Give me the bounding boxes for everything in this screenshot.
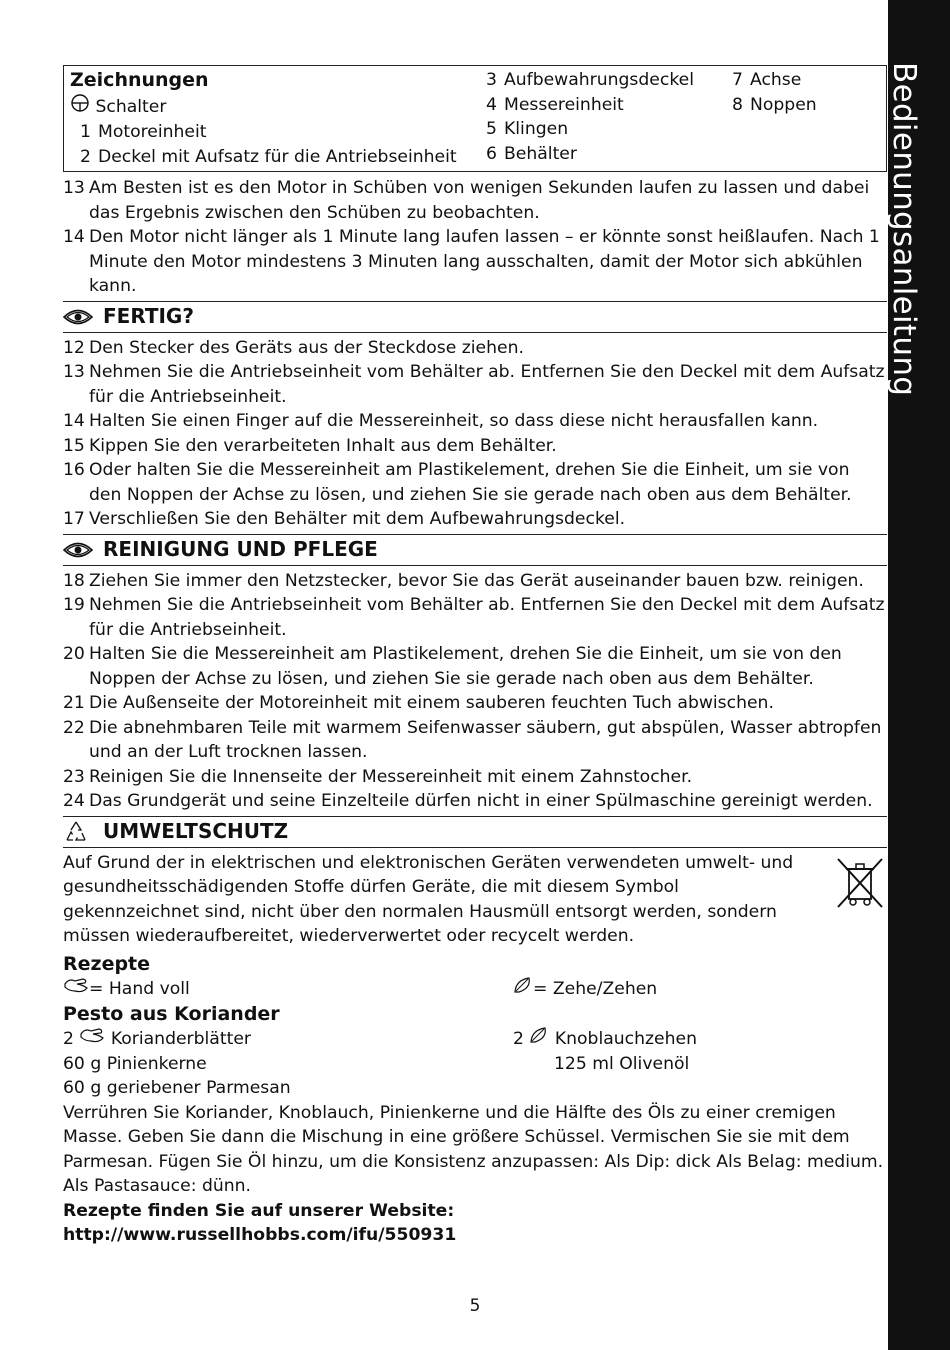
legend-col-3 xyxy=(732,68,817,117)
legend-item: 8 Noppen xyxy=(732,94,817,115)
ingredients-right xyxy=(513,1026,887,1101)
list-item: 20 Halten Sie die Messereinheit am Plastikelement, drehen Sie die Einheit, um sie von den Noppen der Achse zu lösen, und ziehen Sie sie gerade nach oben aus dem Behälter. xyxy=(63,644,842,689)
eye-icon xyxy=(63,308,103,326)
switch-icon xyxy=(70,93,90,121)
legend-col-2 xyxy=(486,68,694,166)
list-item: 19 Nehmen Sie die Antriebseinheit vom Behälter ab. Entfernen Sie den Deckel mit dem Aufsatz für die Antriebseinheit. xyxy=(63,595,885,640)
environment-text: Auf Grund der in elektrischen und elektronischen Geräten verwendeten umwelt- und gesundheitsschädigenden Stoffe dürfen Geräte, die mit diesem Symbol gekennzeichnet sind, nicht über den normalen Hausmüll entsorgt werden, sondern müssen wiederaufbereitet, wiederverwertet oder recycelt werden. xyxy=(63,852,794,946)
legend-item: 2 Deckel mit Aufsatz für die Antriebseinheit xyxy=(80,146,457,167)
recipe-title: Pesto aus Koriander xyxy=(63,1002,280,1025)
sidebar-title: Bedienungsanleitung xyxy=(886,62,922,397)
legend-col-1 xyxy=(70,68,457,169)
website-link[interactable]: http://www.russellhobbs.com/ifu/550931 xyxy=(63,1225,457,1245)
ingredient: 60 g geriebener Parmesan xyxy=(63,1078,291,1098)
list-item: 24 Das Grundgerät und seine Einzelteile dürfen nicht in einer Spülmaschine gereinigt werden. xyxy=(63,791,873,811)
ingredient: 125 ml Olivenöl xyxy=(554,1053,690,1074)
section-header-reinigung xyxy=(63,534,887,566)
recipe-symbol-legend: = Hand voll = Zehe/Zehen xyxy=(63,976,887,1002)
list-item: 12 Den Stecker des Geräts aus der Steckdose ziehen. xyxy=(63,337,524,358)
drawings-legend xyxy=(63,65,887,172)
list-item: 16 Oder halten Sie die Messereinheit am Plastikelement, drehen Sie die Einheit, um sie von den Noppen der Achse zu lösen, und ziehen Sie sie gerade nach oben aus dem Behälter. xyxy=(63,460,852,505)
list-item: 13 Am Besten ist es den Motor in Schüben von wenigen Sekunden laufen zu lassen und dabei das Ergebnis zwischen den Schüben zu beobachten. xyxy=(63,178,870,223)
list-item: 21 Die Außenseite der Motoreinheit mit einem sauberen feuchten Tuch abwischen. xyxy=(63,693,774,713)
legend-item: 3 Aufbewahrungsdeckel xyxy=(486,70,695,90)
handful-icon xyxy=(63,976,89,1002)
legend-title: Zeichnungen xyxy=(70,69,209,91)
handful-icon xyxy=(79,1026,105,1052)
list-item: 22 Die abnehmbaren Teile mit warmem Seifenwasser säubern, gut abspülen, Wasser abtropfen und an der Luft trocknen lassen. xyxy=(63,717,882,762)
list-item: 17 Verschließen Sie den Behälter mit dem Aufbewahrungsdeckel. xyxy=(63,509,626,529)
list-item: 18 Ziehen Sie immer den Netzstecker, bevor Sie das Gerät auseinander bauen bzw. reinigen. xyxy=(63,570,864,591)
recipes-title: Rezepte xyxy=(63,952,151,975)
clove-icon xyxy=(513,976,533,1002)
list-item: 14 Halten Sie einen Finger auf die Messereinheit, so dass diese nicht herausfallen kann. xyxy=(63,411,819,431)
eye-icon xyxy=(63,541,103,559)
recipe-method: Verrühren Sie Koriander, Knoblauch, Pinienkerne und die Hälfte des Öls zu einer cremigen Masse. Geben Sie dann die Mischung in eine größere Schüssel. Vermischen Sie sie mit dem Parmesan. Fügen Sie Öl hinzu, um die Konsistenz anzupassen: Als Dip: dick Als Belag: medium. Als Pastasauce: dünn. xyxy=(63,1102,884,1196)
legend-switch-label: Schalter xyxy=(95,96,167,117)
list-item: 15 Kippen Sie den verarbeiteten Inhalt aus dem Behälter. xyxy=(63,435,557,456)
section-title: UMWELTSCHUTZ xyxy=(103,819,289,844)
ingredients-left xyxy=(63,1026,513,1101)
section-title: REINIGUNG UND PFLEGE xyxy=(103,537,378,562)
ingredients xyxy=(63,1026,887,1101)
legend-item: 4 Messereinheit xyxy=(486,94,624,115)
ingredient: 60 g Pinienkerne xyxy=(63,1053,207,1074)
section-header-umwelt xyxy=(63,816,887,848)
legend-item: 5 Klingen xyxy=(486,119,569,139)
crossed-bin-icon xyxy=(835,855,885,917)
list-item: 14 Den Motor nicht länger als 1 Minute lang laufen lassen – er könnte sonst heißlaufen. Nach 1 Minute den Motor mindestens 3 Minuten lang ausschalten, damit der Motor sich abkühlen kann. xyxy=(63,227,880,296)
page-content xyxy=(63,65,887,1248)
section-title: FERTIG? xyxy=(103,304,194,329)
legend-item: 1 Motoreinheit xyxy=(80,122,207,142)
website-label: Rezepte finden Sie auf unserer Website: xyxy=(63,1200,455,1221)
ingredient: 2 Knoblauchzehen xyxy=(513,1026,887,1052)
legend-switch xyxy=(70,93,457,121)
clove-icon xyxy=(529,1026,549,1052)
list-item: 23 Reinigen Sie die Innenseite der Messereinheit mit einem Zahnstocher. xyxy=(63,766,693,787)
ingredient: 2 Korianderblätter xyxy=(63,1026,513,1052)
legend-item: 7 Achse xyxy=(732,70,802,90)
recycle-icon xyxy=(63,820,103,844)
page-number: 5 xyxy=(469,1296,481,1316)
section-header-fertig xyxy=(63,301,887,333)
legend-item: 6 Behälter xyxy=(486,143,577,164)
list-item: 13 Nehmen Sie die Antriebseinheit vom Behälter ab. Entfernen Sie den Deckel mit dem Aufsatz für die Antriebseinheit. xyxy=(63,362,885,407)
environment-text-block xyxy=(63,851,887,949)
